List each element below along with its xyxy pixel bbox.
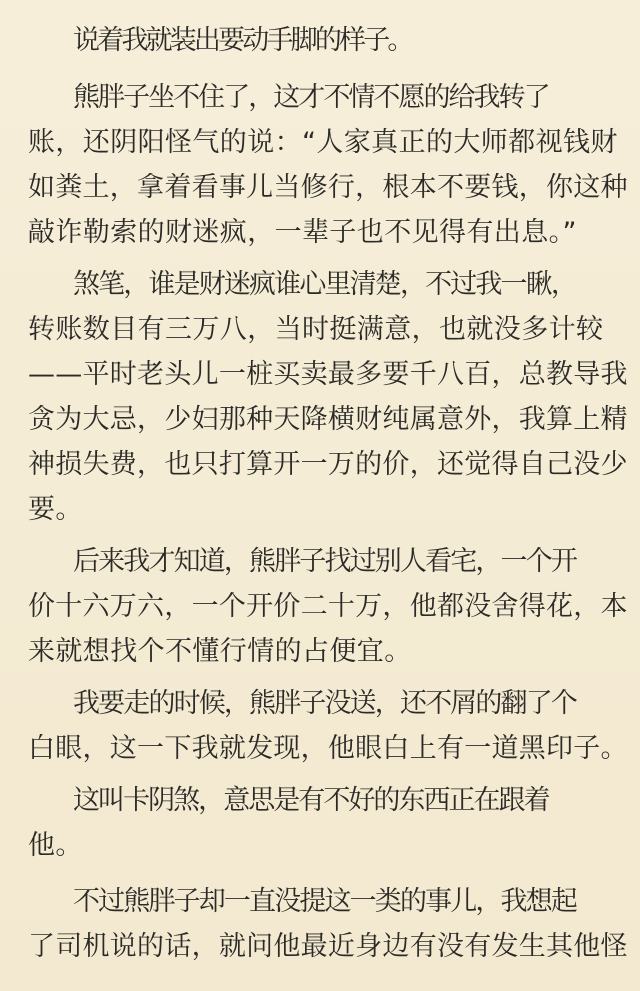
text-line: 说着我就装出要动手脚的样子。 [73,25,412,56]
text-line: 神损失费，也只打算开一万的价，还觉得自己没少 [28,449,628,480]
text-line: 贪为大忌，少妇那种天降横财纯属意外，我算上精 [28,404,628,435]
text-line: 来就想找个不懂行情的占便宜。 [28,636,412,667]
text-line: ——平时老头儿一桩买卖最多要千八百，总教导我 [28,359,628,390]
text-line: 这叫卡阴煞，意思是有不好的东西正在跟着 [73,785,549,816]
text-line: 价十六万六，一个开价二十万，他都没舍得花，本 [28,591,628,622]
text-line: 了司机说的话，就问他最近身边有没有发生其他怪 [28,931,628,962]
text-line: 白眼，这一下我就发现，他眼白上有一道黑印子。 [28,733,628,764]
text-line: 后来我才知道，熊胖子找过别人看宅，一个开 [73,546,576,577]
text-line: 账，还阴阳怪气的说：“人家真正的大师都视钱财 [28,127,618,158]
text-line: 不过熊胖子却一直没提这一类的事儿，我想起 [73,886,576,917]
text-line: 熊胖子坐不住了，这才不情不愿的给我转了 [73,82,549,113]
text-line: 我要走的时候，熊胖子没送，还不屑的翻了个 [73,688,576,719]
text-line: 煞笔，谁是财迷疯谁心里清楚，不过我一瞅， [73,269,576,300]
text-line: 如粪土，拿着看事儿当修行，根本不要钱，你这种 [28,172,628,203]
text-line: 敲诈勒索的财迷疯，一辈子也不见得有出息。” [28,217,577,248]
text-line: 转账数目有三万八，当时挺满意，也就没多计较 [28,314,604,345]
text-line: 他。 [28,830,83,861]
text-line: 要。 [28,494,83,525]
